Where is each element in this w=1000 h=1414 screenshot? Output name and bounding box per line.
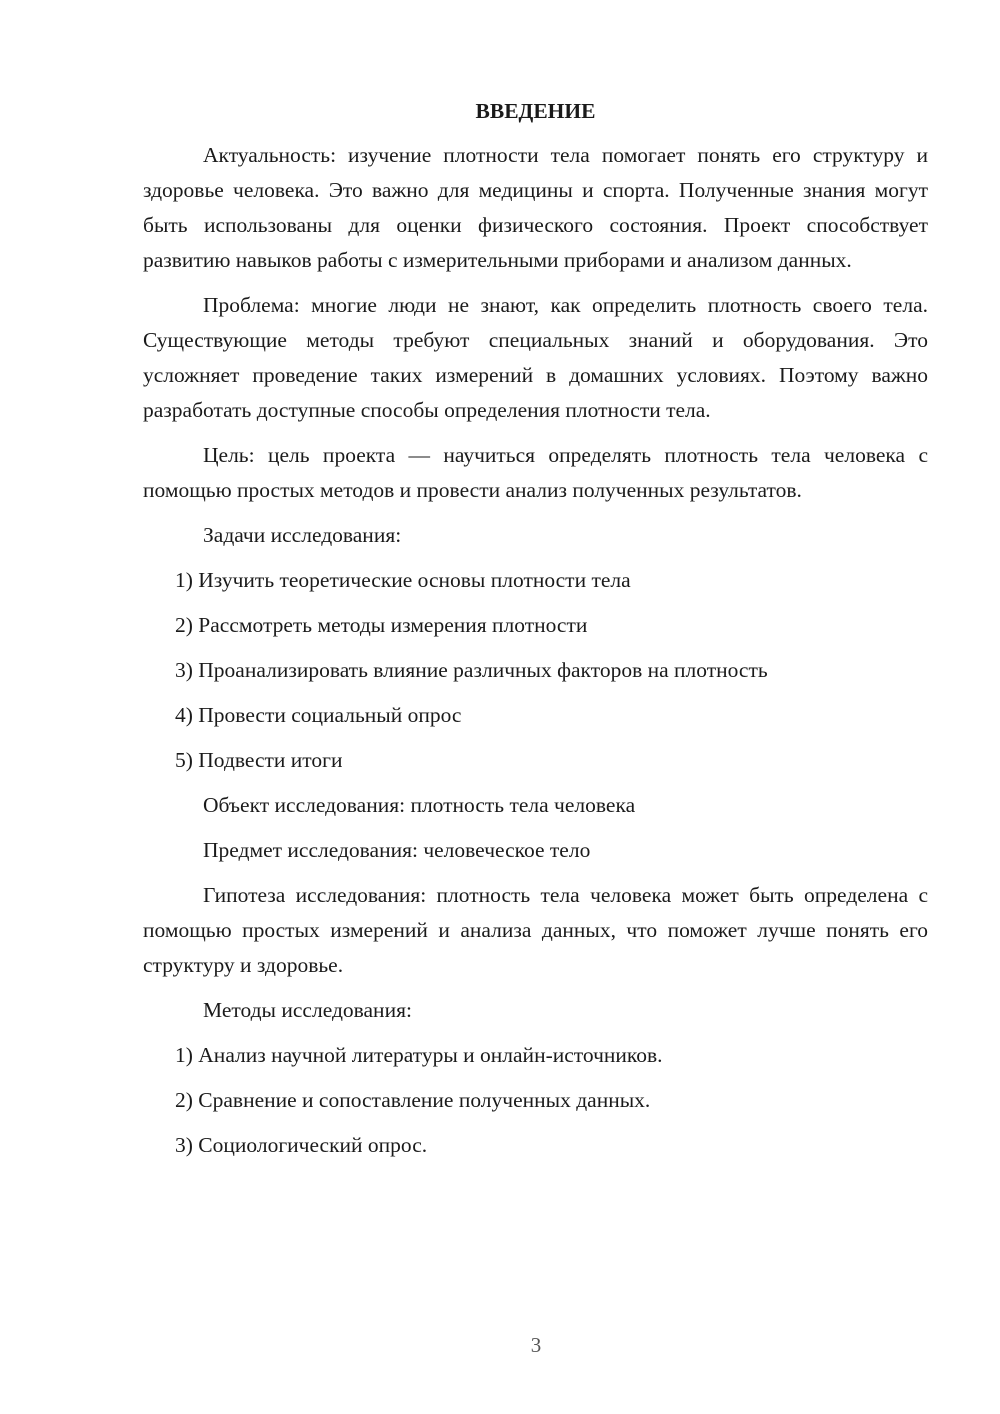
method-item: 3) Социологический опрос.	[175, 1133, 428, 1157]
task-item: 2) Рассмотреть методы измерения плотности	[175, 613, 588, 637]
document-page	[143, 96, 928, 1173]
page-number: 3	[530, 1333, 542, 1357]
relevance-paragraph: Актуальность: изучение плотности тела помогает понять его структуру и здоровье человека. Это важно для медицины и спорта. Полученные знания могут быть использованы для оценки физического состояния. Проект способствует развитию навыков работы с измерительными приборами и анализом данных.	[143, 143, 928, 272]
task-item: 1) Изучить теоретические основы плотности тела	[175, 568, 631, 592]
goal-paragraph: Цель: цель проекта — научиться определять плотность тела человека с помощью простых методов и провести анализ полученных результатов.	[143, 443, 928, 502]
task-item: 4) Провести социальный опрос	[175, 703, 462, 727]
method-item: 1) Анализ научной литературы и онлайн-источников.	[175, 1043, 663, 1067]
methods-label: Методы исследования:	[203, 998, 412, 1022]
page-title: ВВЕДЕНИЕ	[475, 99, 596, 123]
research-subject: Предмет исследования: человеческое тело	[203, 838, 591, 862]
research-object: Объект исследования: плотность тела человека	[203, 793, 636, 817]
tasks-label: Задачи исследования:	[203, 523, 402, 547]
hypothesis-paragraph: Гипотеза исследования: плотность тела человека может быть определена с помощью простых измерений и анализа данных, что поможет лучше понять его структуру и здоровье.	[143, 883, 928, 977]
method-item: 2) Сравнение и сопоставление полученных данных.	[175, 1088, 651, 1112]
problem-paragraph: Проблема: многие люди не знают, как определить плотность своего тела. Существующие методы требуют специальных знаний и оборудования. Это усложняет проведение таких измерений в домашних условиях. Поэтому важно разработать доступные способы определения плотности тела.	[143, 293, 928, 422]
task-item: 3) Проанализировать влияние различных факторов на плотность	[175, 658, 768, 682]
task-item: 5) Подвести итоги	[175, 748, 343, 772]
